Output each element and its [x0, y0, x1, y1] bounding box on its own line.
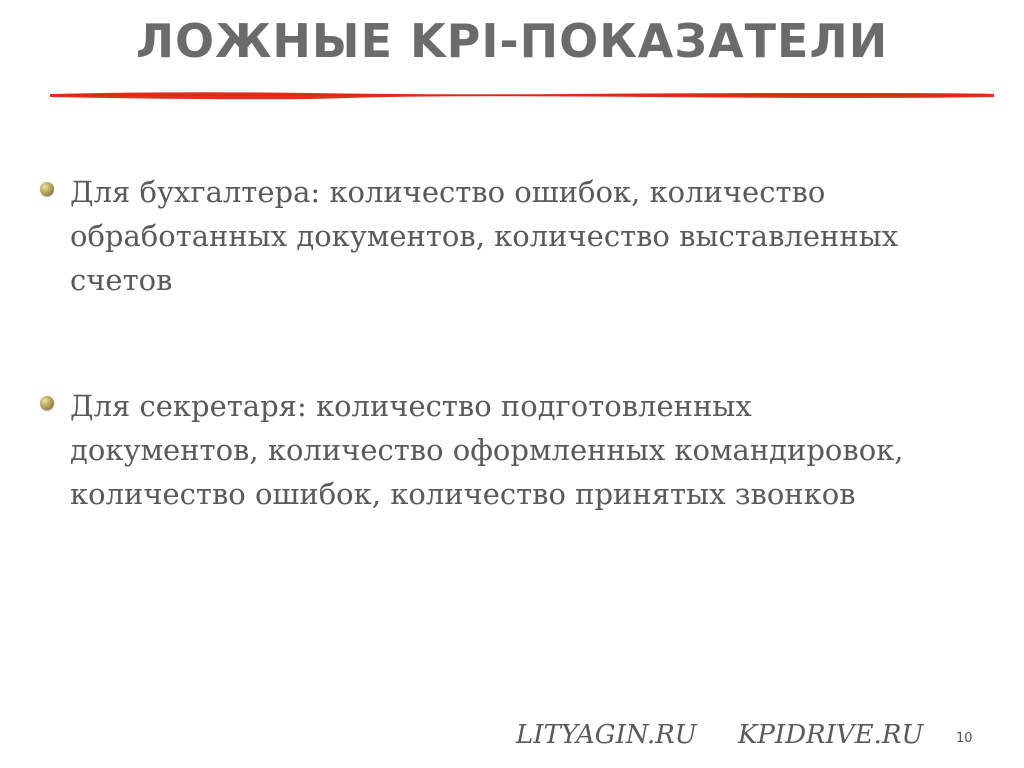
page-number: 10	[956, 731, 973, 746]
bullet-list	[40, 170, 940, 516]
bullet-dot-icon	[40, 396, 54, 410]
bullet-item	[40, 384, 940, 516]
bullet-item	[40, 170, 940, 302]
bullet-dot-icon	[40, 182, 54, 196]
title-underline	[50, 88, 994, 102]
bullet-text: Для секретаря: количество подготовленных документов, количество оформленных командировок, количество ошибок, количество принятых звонков	[70, 389, 904, 511]
footer-link-kpidrive[interactable]: KPIDRIVE.RU	[738, 720, 924, 750]
bullet-text: Для бухгалтера: количество ошибок, количество обработанных документов, количество выставленных счетов	[70, 175, 899, 297]
slide-title: ЛОЖНЫЕ KPI-ПОКАЗАТЕЛИ	[135, 14, 889, 68]
footer-link-lityagin[interactable]: LITYAGIN.RU	[516, 720, 697, 750]
